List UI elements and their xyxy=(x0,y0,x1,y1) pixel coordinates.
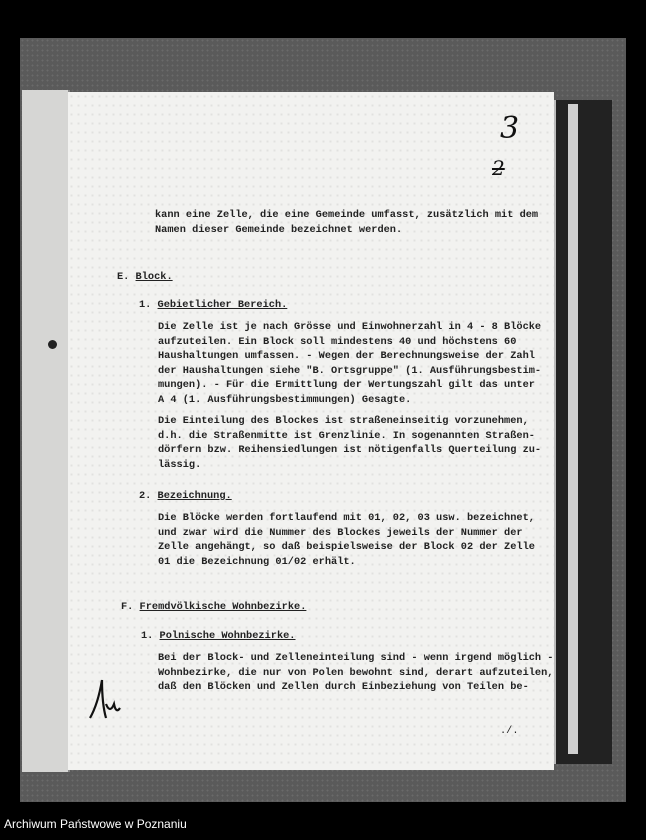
section-title: Block. xyxy=(135,271,173,283)
subsection-title: Polnische Wohnbezirke. xyxy=(159,630,296,642)
section-letter: F. xyxy=(121,601,134,613)
paragraph-e1-2 xyxy=(158,414,541,472)
text-line: 01 die Bezeichnung 01/02 erhält. xyxy=(158,555,356,568)
text-line: daß den Blöcken und Zellen durch Einbeziehung von Teilen be- xyxy=(158,681,529,694)
text-line: Bei der Block- und Zelleneinteilung sind - wenn irgend möglich - xyxy=(158,652,554,664)
text-line: der Haushaltungen siehe "B. Ortsgruppe" (1. Ausführungsbestim- xyxy=(158,364,542,377)
paragraph-f1 xyxy=(158,651,553,695)
section-f-heading xyxy=(121,600,306,615)
text-line: Die Blöcke werden fortlaufend mit 01, 02, 03 usw. bezeichnet, xyxy=(158,512,535,524)
subsection-e2-heading xyxy=(139,489,232,504)
page-number-handwritten: 3 xyxy=(500,111,520,146)
subsection-title: Bezeichnung. xyxy=(157,490,232,502)
section-e-heading xyxy=(117,270,173,285)
page-stack-edge xyxy=(568,104,578,754)
section-title: Fremdvölkische Wohnbezirke. xyxy=(139,601,307,613)
text-line: A 4 (1. Ausführungsbestimmungen) Gesagte. xyxy=(158,393,412,406)
subsection-title: Gebietlicher Bereich. xyxy=(157,299,288,311)
binder-strip xyxy=(22,90,70,772)
archive-footer: Archiwum Państwowe w Poznaniu xyxy=(4,817,187,831)
subsection-number: 2. xyxy=(139,490,152,502)
text-line: Haushaltungen umfassen. - Wegen der Berechnungsweise der Zahl xyxy=(158,350,535,363)
continuation-mark: ./. xyxy=(500,725,519,737)
text-line: dörfern bzw. Reihensiedlungen ist nötigenfalls Querteilung zu- xyxy=(158,444,542,457)
page-stack-edge xyxy=(553,100,612,764)
text-line: Zelle angehängt, so daß beispielsweise der Block 02 der Zelle xyxy=(158,541,535,554)
subsection-e1-heading xyxy=(139,298,287,313)
text-line: Die Zelle ist je nach Grösse und Einwohnerzahl in 4 - 8 Blöcke xyxy=(158,321,542,333)
text-line: aufzuteilen. Ein Block soll mindestens 40 und höchstens 60 xyxy=(158,335,517,348)
text-line: und zwar wird die Nummer des Blockes jeweils der Nummer der xyxy=(158,526,523,539)
text-line: lässig. xyxy=(158,458,202,471)
text-line: mungen). - Für die Ermittlung der Wertungszahl gilt das unter xyxy=(158,379,535,392)
text-line: kann eine Zelle, die eine Gemeinde umfasst, zusätzlich mit dem xyxy=(155,209,539,221)
text-line: d.h. die Straßenmitte ist Grenzlinie. In sogenannten Straßen- xyxy=(158,429,535,442)
section-letter: E. xyxy=(117,271,130,283)
document-page xyxy=(68,92,554,770)
punch-hole xyxy=(48,340,57,349)
text-line: Namen dieser Gemeinde bezeichnet werden. xyxy=(155,223,403,236)
intro-paragraph xyxy=(155,208,538,237)
text-line: Wohnbezirke, die nur von Polen bewohnt sind, derart aufzuteilen, xyxy=(158,666,554,679)
page-number-old: 2 xyxy=(492,156,505,180)
subsection-f1-heading xyxy=(141,629,296,644)
handwritten-initials xyxy=(86,674,126,724)
text-line: Die Einteilung des Blockes ist straßeneinseitig vorzunehmen, xyxy=(158,415,529,427)
paragraph-e2 xyxy=(158,511,535,569)
paragraph-e1-1 xyxy=(158,320,541,408)
subsection-number: 1. xyxy=(139,299,152,311)
subsection-number: 1. xyxy=(141,630,154,642)
